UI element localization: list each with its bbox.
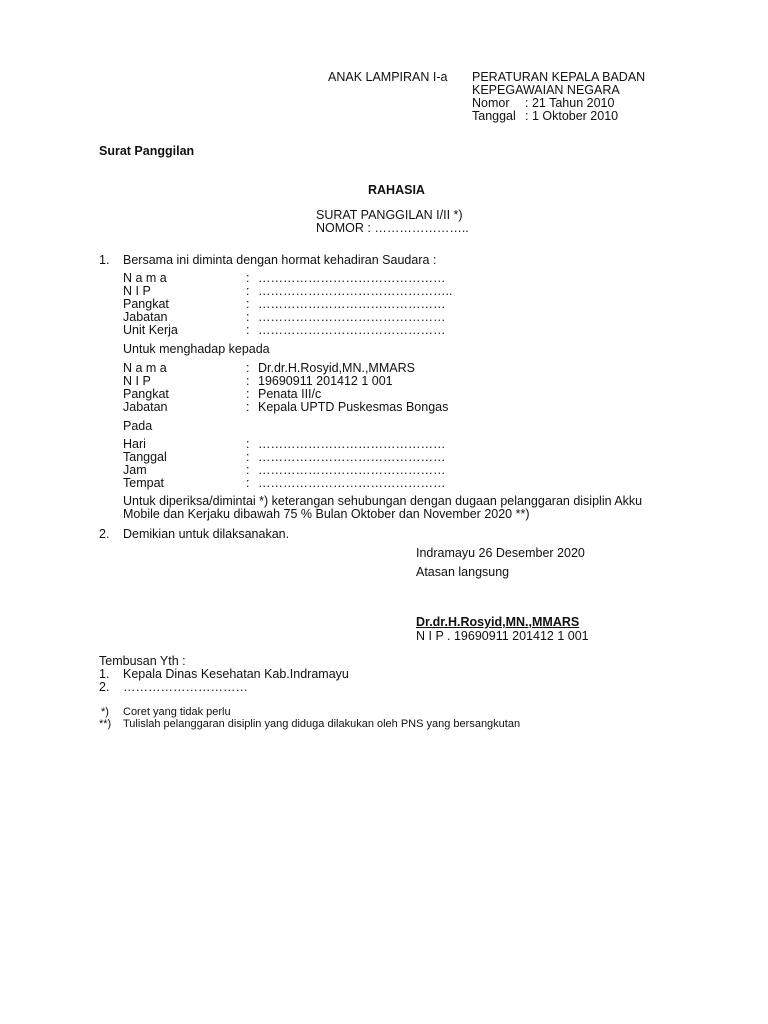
signer-name: Dr.dr.H.Rosyid,MN.,MMARS <box>416 615 580 629</box>
field-value: Penata III/c <box>258 387 322 401</box>
annex-label: ANAK LAMPIRAN I-a <box>328 70 448 84</box>
classification-label: RAHASIA <box>368 183 425 197</box>
field-value: ……………………………………… <box>258 310 446 324</box>
field-label: Jabatan <box>123 310 168 324</box>
item-2-text: Demikian untuk dilaksanakan. <box>123 527 290 541</box>
field-colon: : <box>246 476 250 490</box>
signer-nip: N I P . 19690911 201412 1 001 <box>416 629 589 643</box>
place-date: Indramayu 26 Desember 2020 <box>416 546 585 560</box>
item-1-intro: Bersama ini diminta dengan hormat kehadiran Saudara : <box>123 253 437 267</box>
footnote-text: Coret yang tidak perlu <box>123 706 231 718</box>
nomor-value: : 21 Tahun 2010 <box>525 96 615 110</box>
field-value: ……………………………………….. <box>258 284 453 298</box>
purpose-line-2: Mobile dan Kerjaku dibawah 75 % Bulan Oktober dan November 2020 **) <box>123 507 530 521</box>
tanggal-value: : 1 Oktober 2010 <box>525 109 619 123</box>
field-label: Jam <box>123 463 147 477</box>
field-value: ……………………………………… <box>258 463 446 477</box>
item-2-number: 2. <box>99 527 110 541</box>
field-value: ……………………………………… <box>258 450 446 464</box>
cc-heading: Tembusan Yth : <box>99 654 186 668</box>
field-value: 19690911 201412 1 001 <box>258 374 393 388</box>
regulation-line-1: PERATURAN KEPALA BADAN <box>472 70 646 84</box>
field-colon: : <box>246 400 250 414</box>
field-row <box>0 375 768 388</box>
field-colon: : <box>246 310 250 324</box>
document-type: Surat Panggilan <box>99 144 195 158</box>
to-meet-label: Untuk menghadap kepada <box>123 342 270 356</box>
field-colon: : <box>246 374 250 388</box>
footnote-text: Tulislah pelanggaran disiplin yang diduga dilakukan oleh PNS yang bersangkutan <box>123 718 521 730</box>
on-label: Pada <box>123 419 153 433</box>
field-label: Unit Kerja <box>123 323 178 337</box>
cc-item-text: ………………………… <box>123 680 248 694</box>
footnote-mark: **) <box>99 718 112 730</box>
field-row <box>0 324 768 337</box>
cc-item-number: 1. <box>99 667 110 681</box>
regulation-tanggal <box>472 110 645 123</box>
field-label: N a m a <box>123 361 167 375</box>
field-colon: : <box>246 271 250 285</box>
field-row <box>0 477 768 490</box>
field-label: N a m a <box>123 271 167 285</box>
field-value: Dr.dr.H.Rosyid,MN.,MMARS <box>258 361 415 375</box>
footnote-mark: *) <box>101 706 109 718</box>
field-value: ……………………………………… <box>258 297 446 311</box>
field-label: Tanggal <box>123 450 167 464</box>
field-label: Pangkat <box>123 297 169 311</box>
tanggal-label: Tanggal <box>472 109 516 123</box>
field-value: ……………………………………… <box>258 437 446 451</box>
cc-item-number: 2. <box>99 680 110 694</box>
field-value: ……………………………………… <box>258 476 446 490</box>
nomor-label: Nomor <box>472 96 510 110</box>
field-colon: : <box>246 297 250 311</box>
field-colon: : <box>246 387 250 401</box>
signer-role: Atasan langsung <box>416 565 510 579</box>
field-colon: : <box>246 323 250 337</box>
field-label: Tempat <box>123 476 164 490</box>
field-label: Pangkat <box>123 387 169 401</box>
field-value: ……………………………………… <box>258 323 446 337</box>
field-colon: : <box>246 284 250 298</box>
regulation-block <box>472 71 645 123</box>
field-colon: : <box>246 437 250 451</box>
field-colon: : <box>246 450 250 464</box>
field-label: N I P <box>123 374 151 388</box>
field-colon: : <box>246 361 250 375</box>
item-1-number: 1. <box>99 253 110 267</box>
field-colon: : <box>246 463 250 477</box>
field-value: ……………………………………… <box>258 271 446 285</box>
letter-number: NOMOR : ………………….. <box>316 221 469 235</box>
field-row <box>0 401 768 414</box>
field-label: N I P <box>123 284 151 298</box>
purpose-line-1: Untuk diperiksa/dimintai *) keterangan sehubungan dengan dugaan pelanggaran disiplin Akku <box>123 494 643 508</box>
field-label: Jabatan <box>123 400 168 414</box>
field-value: Kepala UPTD Puskesmas Bongas <box>258 400 449 414</box>
field-label: Hari <box>123 437 146 451</box>
cc-item-text: Kepala Dinas Kesehatan Kab.Indramayu <box>123 667 349 681</box>
regulation-line-2: KEPEGAWAIAN NEGARA <box>472 83 620 97</box>
letter-title: SURAT PANGGILAN I/II *) <box>316 208 463 222</box>
